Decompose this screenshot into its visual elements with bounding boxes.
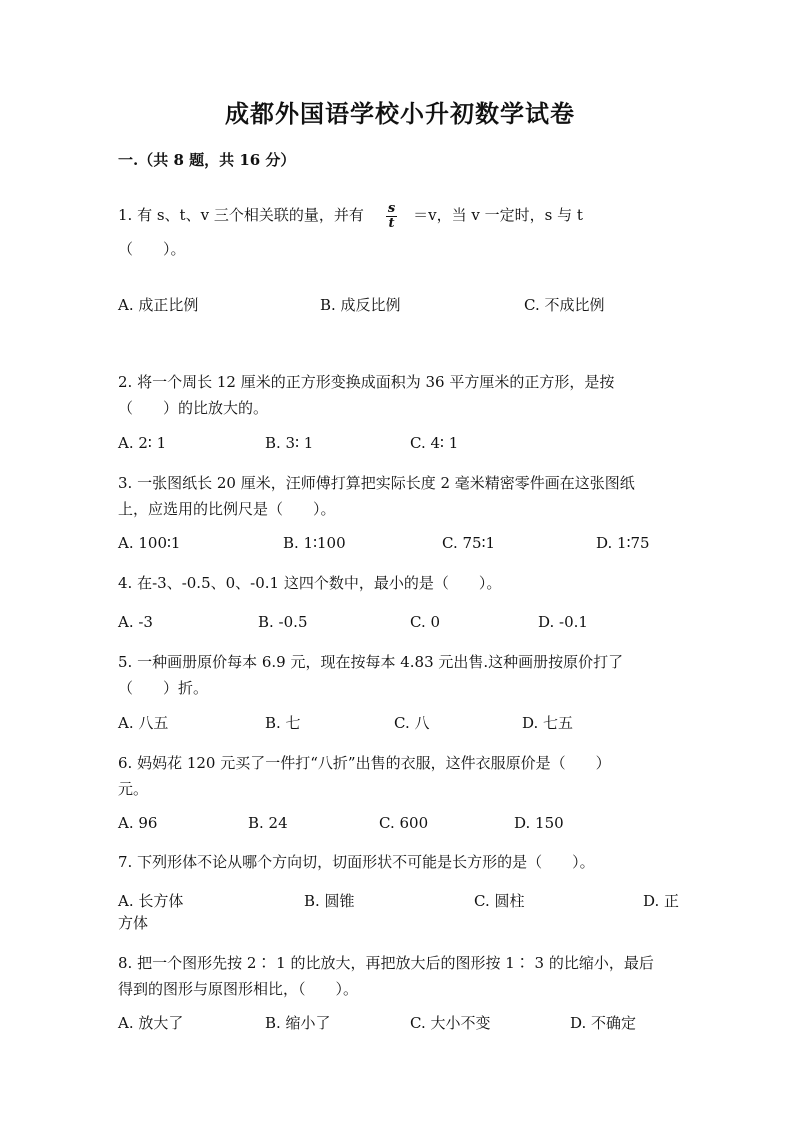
question-6-options [118, 810, 688, 836]
question-1-option-b[interactable]: B. 成反比例 [320, 296, 401, 314]
fraction-denominator: t [388, 215, 395, 231]
question-3-option-d[interactable]: D. 1∶75 [596, 534, 650, 552]
question-2-option-a[interactable]: A. 2∶ 1 [118, 434, 167, 452]
question-6-option-a[interactable]: A. 96 [118, 814, 158, 832]
question-6-line-1: 6. 妈妈花 120 元买了一件打“八折”出售的衣服，这件衣服原价是（ ） [118, 754, 611, 772]
section-heading: 一.（共 8 题，共 16 分） [118, 151, 296, 169]
question-2-option-c[interactable]: C. 4∶ 1 [410, 434, 459, 452]
question-4-option-d[interactable]: D. -0.1 [538, 613, 588, 631]
question-2-options [118, 430, 688, 456]
question-7-option-d[interactable]: D. 正 [643, 892, 680, 910]
question-8-line-1: 8. 把一个图形先按 2∶ 1 的比放大，再把放大后的图形按 1∶ 3 的比缩小，最后 [118, 954, 654, 972]
question-1-prefix: 1. 有 s、t、v 三个相关联的量，并有 [118, 206, 364, 224]
question-5-option-b[interactable]: B. 七 [265, 714, 301, 732]
question-4-option-c[interactable]: C. 0 [410, 613, 441, 631]
question-5 [118, 649, 688, 701]
question-8-option-d[interactable]: D. 不确定 [570, 1014, 637, 1032]
question-5-line-1: 5. 一种画册原价每本 6.9 元，现在按每本 4.83 元出售.这种画册按原价打了 [118, 653, 624, 671]
question-6-option-c[interactable]: C. 600 [379, 814, 429, 832]
question-2-line-1: 2. 将一个周长 12 厘米的正方形变换成面积为 36 平方厘米的正方形，是按 [118, 373, 615, 391]
question-1-option-c[interactable]: C. 不成比例 [524, 296, 605, 314]
question-6-option-b[interactable]: B. 24 [248, 814, 288, 832]
question-5-options [118, 710, 688, 736]
question-3-options [118, 530, 688, 556]
question-8-line-2: 得到的图形与原图形相比，（ ）。 [118, 980, 359, 998]
question-4-line-1: 4. 在-3、-0.5、0、-0.1 这四个数中，最小的是（ ）。 [118, 574, 502, 592]
question-1-options [118, 292, 688, 318]
question-2-option-b[interactable]: B. 3∶ 1 [265, 434, 314, 452]
question-7-options [118, 888, 688, 914]
question-7 [118, 849, 688, 875]
question-3-option-a[interactable]: A. 100∶1 [118, 534, 181, 552]
question-4 [118, 570, 688, 596]
question-7-option-d-wrap: 方体 [118, 914, 149, 932]
question-4-option-a[interactable]: A. -3 [118, 613, 153, 631]
question-3 [118, 470, 688, 522]
question-7-line-1: 7. 下列形体不论从哪个方向切，切面形状不可能是长方形的是（ ）。 [118, 853, 595, 871]
question-7-option-c[interactable]: C. 圆柱 [474, 892, 525, 910]
question-8 [118, 950, 688, 1002]
question-5-option-c[interactable]: C. 八 [394, 714, 430, 732]
page-title: 成都外国语学校小升初数学试卷 [225, 99, 575, 128]
question-8-option-c[interactable]: C. 大小不变 [410, 1014, 491, 1032]
question-3-option-c[interactable]: C. 75∶1 [442, 534, 496, 552]
question-5-option-d[interactable]: D. 七五 [522, 714, 574, 732]
question-2-line-2: （ ）的比放大的。 [118, 399, 269, 417]
question-1-suffix: ＝v，当 v 一定时，s 与 t [413, 206, 583, 224]
question-4-option-b[interactable]: B. -0.5 [258, 613, 308, 631]
fraction-numerator: s [387, 200, 396, 216]
question-5-line-2: （ ）折。 [118, 679, 209, 697]
question-3-line-2: 上，应选用的比例尺是（ ）。 [118, 500, 336, 518]
question-1-option-a[interactable]: A. 成正比例 [118, 296, 199, 314]
fraction-s-over-t [386, 202, 397, 231]
question-6-option-d[interactable]: D. 150 [514, 814, 564, 832]
question-5-option-a[interactable]: A. 八五 [118, 714, 169, 732]
question-6-line-2: 元。 [118, 780, 149, 798]
question-7-option-a[interactable]: A. 长方体 [118, 892, 184, 910]
question-8-option-b[interactable]: B. 缩小了 [265, 1014, 331, 1032]
question-4-options [118, 609, 688, 635]
question-8-options [118, 1010, 688, 1036]
question-1 [118, 198, 688, 262]
question-1-line-1 [118, 198, 688, 232]
question-2 [118, 369, 688, 421]
question-8-option-a[interactable]: A. 放大了 [118, 1014, 184, 1032]
question-1-line-2: （ ）。 [118, 240, 186, 258]
question-6 [118, 750, 688, 802]
question-3-option-b[interactable]: B. 1∶100 [283, 534, 346, 552]
question-3-line-1: 3. 一张图纸长 20 厘米，汪师傅打算把实际长度 2 毫米精密零件画在这张图纸 [118, 474, 635, 492]
question-7-option-b[interactable]: B. 圆锥 [304, 892, 355, 910]
